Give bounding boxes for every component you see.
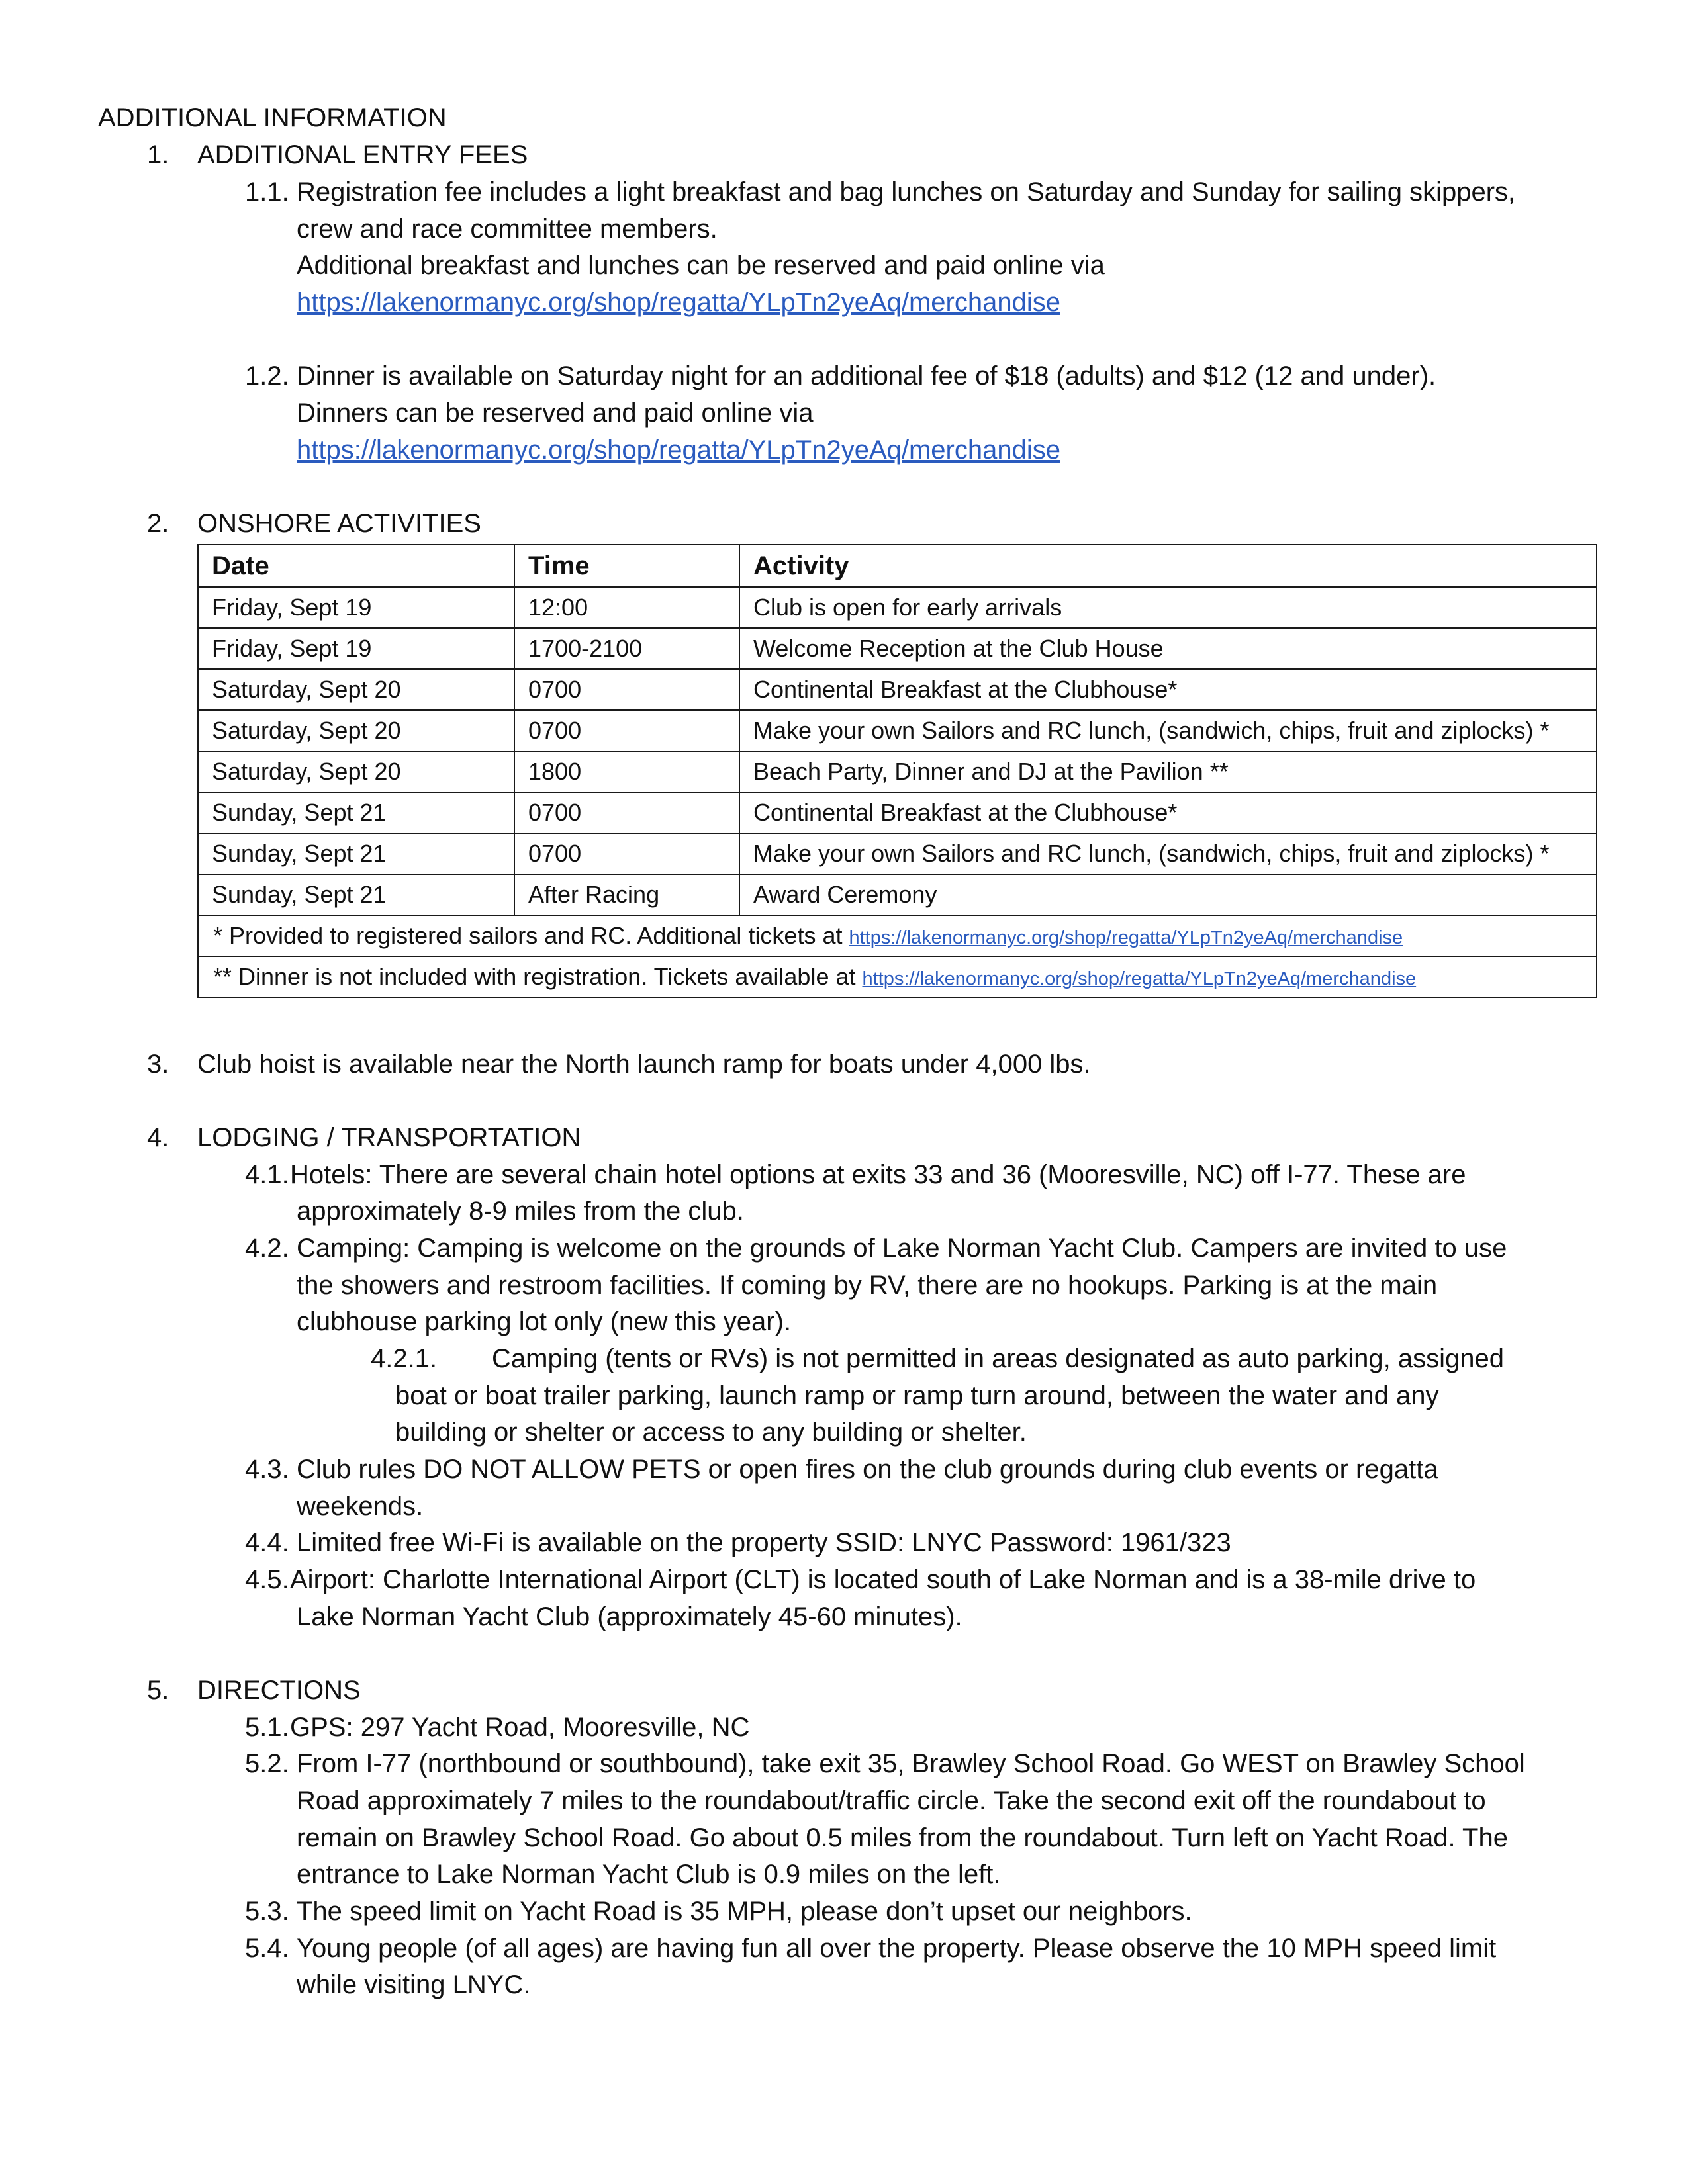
table-row: [198, 751, 1597, 792]
paragraph-line: Additional breakfast and lunches can be reserved and paid online via: [297, 251, 1105, 280]
activity-cell: Beach Party, Dinner and DJ at the Pavilion **: [739, 751, 1597, 792]
item-number: 4.3.: [245, 1455, 289, 1484]
paragraph-line: Dinners can be reserved and paid online via: [297, 398, 814, 428]
item-number: 4.5.: [245, 1565, 289, 1594]
paragraph-line: Lake Norman Yacht Club (approximately 45-60 minutes).: [297, 1602, 962, 1631]
paragraph-line: Dinner is available on Saturday night for an additional fee of $18 (adults) and $12 (12 and under).: [297, 361, 1436, 390]
note-text: ** Dinner is not included with registration. Tickets available at: [213, 963, 863, 990]
item-number: 4.2.1.: [371, 1344, 438, 1373]
table-row: [198, 710, 1597, 751]
paragraph-line: Camping: Camping is welcome on the grounds of Lake Norman Yacht Club. Campers are invited to use: [297, 1234, 1507, 1263]
paragraph-line: Limited free Wi-Fi is available on the property SSID: LNYC Password: 1961/323: [297, 1528, 1231, 1557]
paragraph-line: Registration fee includes a light breakfast and bag lunches on Saturday and Sunday for sailing skippers,: [297, 177, 1516, 206]
document-heading: ADDITIONAL INFORMATION: [98, 103, 447, 132]
paragraph-line: clubhouse parking lot only (new this year).: [297, 1307, 792, 1336]
paragraph-line: crew and race committee members.: [297, 214, 718, 244]
paragraph-line: Club hoist is available near the North launch ramp for boats under 4,000 lbs.: [197, 1050, 1091, 1079]
column-header-activity: Activity: [739, 545, 1597, 587]
item-number: 5.2.: [245, 1749, 289, 1778]
item-number: 4.4.: [245, 1528, 289, 1557]
date-cell: Sunday, Sept 21: [198, 874, 514, 915]
time-cell: 1700-2100: [514, 628, 739, 669]
item-number: 4.1.: [245, 1160, 289, 1189]
time-cell: 0700: [514, 792, 739, 833]
table-note-row: [198, 956, 1597, 997]
paragraph-line: Road approximately 7 miles to the roundabout/traffic circle. Take the second exit off the roundabout to: [297, 1786, 1486, 1815]
tickets-link[interactable]: https://lakenormanyc.org/shop/regatta/YLpTn2yeAq/merchandise: [862, 968, 1417, 989]
time-cell: 1800: [514, 751, 739, 792]
paragraph-line: boat or boat trailer parking, launch ramp or ramp turn around, between the water and any: [395, 1381, 1439, 1410]
table-row: [198, 628, 1597, 669]
paragraph-line: Camping (tents or RVs) is not permitted in areas designated as auto parking, assigned: [492, 1344, 1504, 1373]
section-number: 2.: [147, 509, 169, 538]
table-note-row: [198, 915, 1597, 956]
section-number: 3.: [147, 1050, 169, 1079]
section-title: ADDITIONAL ENTRY FEES: [197, 140, 528, 169]
activity-cell: Continental Breakfast at the Clubhouse*: [739, 792, 1597, 833]
section-title: DIRECTIONS: [197, 1676, 361, 1705]
paragraph-line: From I-77 (northbound or southbound), take exit 35, Brawley School Road. Go WEST on Brawley School: [297, 1749, 1525, 1778]
table-row: [198, 874, 1597, 915]
table-note: [198, 956, 1597, 997]
note-text: * Provided to registered sailors and RC. Additional tickets at: [213, 922, 849, 949]
date-cell: Saturday, Sept 20: [198, 751, 514, 792]
merchandise-link[interactable]: https://lakenormanyc.org/shop/regatta/YLpTn2yeAq/merchandise: [297, 288, 1060, 317]
date-cell: Saturday, Sept 20: [198, 669, 514, 710]
table-note: [198, 915, 1597, 956]
time-cell: 0700: [514, 710, 739, 751]
paragraph-line: GPS: 297 Yacht Road, Mooresville, NC: [290, 1713, 750, 1742]
time-cell: After Racing: [514, 874, 739, 915]
paragraph-line: weekends.: [297, 1492, 424, 1521]
tickets-link[interactable]: https://lakenormanyc.org/shop/regatta/YLpTn2yeAq/merchandise: [849, 927, 1403, 948]
paragraph-line: The speed limit on Yacht Road is 35 MPH, please don’t upset our neighbors.: [297, 1897, 1192, 1926]
table-header-row: [198, 545, 1597, 587]
activity-cell: Continental Breakfast at the Clubhouse*: [739, 669, 1597, 710]
item-number: 1.1.: [245, 177, 289, 206]
paragraph-line: approximately 8-9 miles from the club.: [297, 1197, 744, 1226]
time-cell: 0700: [514, 669, 739, 710]
time-cell: 12:00: [514, 587, 739, 628]
table-row: [198, 587, 1597, 628]
item-number: 5.4.: [245, 1934, 289, 1963]
table-row: [198, 669, 1597, 710]
section-title: ONSHORE ACTIVITIES: [197, 509, 481, 538]
paragraph-line: Club rules DO NOT ALLOW PETS or open fires on the club grounds during club events or regatta: [297, 1455, 1438, 1484]
paragraph-line: building or shelter or access to any building or shelter.: [395, 1418, 1027, 1447]
table-row: [198, 833, 1597, 874]
paragraph-line: Young people (of all ages) are having fun all over the property. Please observe the 10 MPH speed limit: [297, 1934, 1497, 1963]
item-number: 4.2.: [245, 1234, 289, 1263]
activity-cell: Award Ceremony: [739, 874, 1597, 915]
section-title: LODGING / TRANSPORTATION: [197, 1123, 581, 1152]
item-number: 5.1.: [245, 1713, 289, 1742]
item-number: 5.3.: [245, 1897, 289, 1926]
date-cell: Saturday, Sept 20: [198, 710, 514, 751]
activity-cell: Club is open for early arrivals: [739, 587, 1597, 628]
column-header-time: Time: [514, 545, 739, 587]
merchandise-link[interactable]: https://lakenormanyc.org/shop/regatta/YLpTn2yeAq/merchandise: [297, 435, 1060, 465]
time-cell: 0700: [514, 833, 739, 874]
paragraph-line: while visiting LNYC.: [297, 1970, 531, 1999]
table-row: [198, 792, 1597, 833]
date-cell: Sunday, Sept 21: [198, 833, 514, 874]
activity-cell: Make your own Sailors and RC lunch, (sandwich, chips, fruit and ziplocks) *: [739, 710, 1597, 751]
date-cell: Friday, Sept 19: [198, 587, 514, 628]
section-number: 5.: [147, 1676, 169, 1705]
item-number: 1.2.: [245, 361, 289, 390]
activities-table: [197, 544, 1597, 998]
section-number: 1.: [147, 140, 169, 169]
paragraph-line: the showers and restroom facilities. If coming by RV, there are no hookups. Parking is at the main: [297, 1271, 1438, 1300]
date-cell: Sunday, Sept 21: [198, 792, 514, 833]
date-cell: Friday, Sept 19: [198, 628, 514, 669]
paragraph-line: remain on Brawley School Road. Go about 0.5 miles from the roundabout. Turn left on Yacht Road. The: [297, 1823, 1508, 1852]
activity-cell: Make your own Sailors and RC lunch, (sandwich, chips, fruit and ziplocks) *: [739, 833, 1597, 874]
column-header-date: Date: [198, 545, 514, 587]
paragraph-line: Hotels: There are several chain hotel options at exits 33 and 36 (Mooresville, NC) off I-77. These are: [290, 1160, 1466, 1189]
paragraph-line: entrance to Lake Norman Yacht Club is 0.9 miles on the left.: [297, 1860, 1001, 1889]
activity-cell: Welcome Reception at the Club House: [739, 628, 1597, 669]
paragraph-line: Airport: Charlotte International Airport (CLT) is located south of Lake Norman and is a 38-mile drive to: [290, 1565, 1476, 1594]
section-number: 4.: [147, 1123, 169, 1152]
